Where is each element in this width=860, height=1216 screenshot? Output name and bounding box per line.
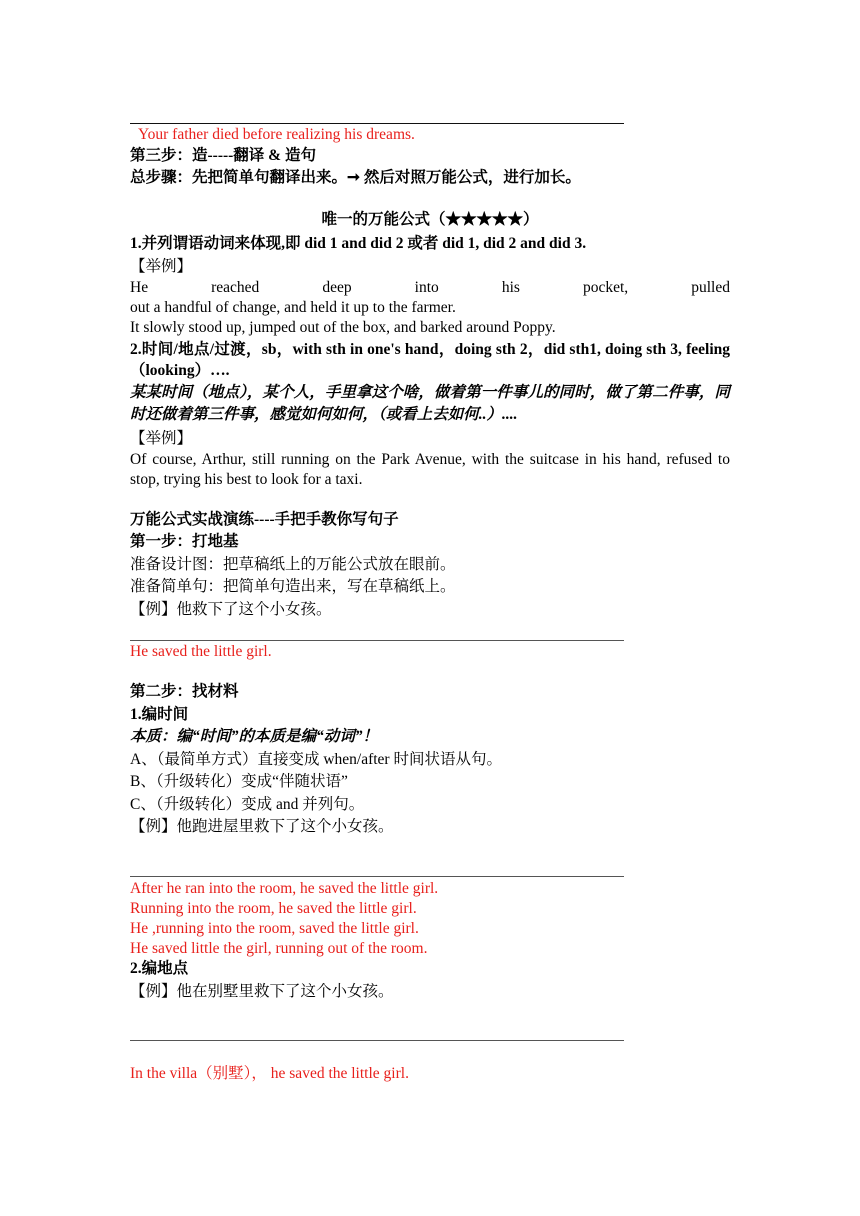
answer-rule [130,1040,624,1041]
prep-design: 准备设计图：把草稿纸上的万能公式放在眼前。 [130,556,456,573]
overall-steps: 总步骤：先把简单句翻译出来。➞ 然后对照万能公式，进行加长。 [130,169,581,186]
answer-line: In the villa（别墅）， he saved the little girl. [130,1065,409,1082]
word: pulled [691,279,730,296]
answer-line: He saved little the girl, running out of the room. [130,940,428,957]
top-rule [130,123,624,124]
example-label: 【举例】 [130,258,193,275]
essence-note: 本质：编“时间”的本质是编“动词”！ [130,728,379,745]
word: reached [211,279,260,296]
word: deep [322,279,352,296]
word: his [501,279,520,296]
answer-line: Your father died before realizing his dreams. [138,126,415,143]
section-heading: 唯一的万能公式（★★★★★） [321,211,539,228]
answer-line: Running into the room, he saved the little girl. [130,900,417,917]
option-c: C、（升级转化）变成 and 并列句。 [130,796,365,813]
rule-two-explanation: 某某时间（地点），某个人，手里拿这个啥，做着第一件事儿的同时，做了第二件事，同时还做着第三件事，感觉如何如何，（或看上去如何..）.... [130,384,730,423]
example-sentence-justified [130,278,730,298]
example-label-two: 【举例】 [130,430,193,447]
option-b: B、（升级转化）变成“伴随状语” [130,773,348,790]
prep-simple: 准备简单句：把简单句造出来，写在草稿纸上。 [130,578,456,595]
answer-rule [130,640,624,641]
word: into [414,279,439,296]
sub-heading-time: 1.编时间 [130,706,189,723]
answer-line: He saved the little girl. [130,643,272,660]
step-three-title: 第三步：造-----翻译 & 造句 [130,147,316,164]
example-prompt: 【例】他在别墅里救下了这个小女孩。 [130,983,394,1000]
word: pocket, [582,279,629,296]
example-sentence-three: Of course, Arthur, still running on the Park Avenue, with the suitcase in his hand, refused to stop, trying his best to look for a taxi. [130,451,730,488]
example-prompt: 【例】他跑进屋里救下了这个小女孩。 [130,818,394,835]
rule-two: 2.时间/地点/过渡，sb，with sth in one's hand，doing sth 2，did sth1, doing sth 3, feeling（looking）…. [130,341,730,379]
word: He [130,279,149,296]
rule-one: 1.并列谓语动词来体现,即 did 1 and did 2 或者 did 1, did 2 and did 3. [130,235,587,252]
example-sentence-two: It slowly stood up, jumped out of the box, and barked around Poppy. [130,319,556,336]
step-two-title: 第二步：找材料 [130,683,239,700]
option-a: A、（最简单方式）直接变成 when/after 时间状语从句。 [130,751,502,768]
example-sentence-cont: out a handful of change, and held it up to the farmer. [130,299,456,316]
answer-rule [130,876,624,877]
practice-title: 万能公式实战演练----手把手教你写句子 [130,511,399,528]
example-prompt: 【例】他救下了这个小女孩。 [130,601,332,618]
sub-heading-place: 2.编地点 [130,960,189,977]
answer-line: He ,running into the room, saved the little girl. [130,920,419,937]
step-one-title: 第一步：打地基 [130,533,239,550]
answer-line: After he ran into the room, he saved the little girl. [130,880,439,897]
